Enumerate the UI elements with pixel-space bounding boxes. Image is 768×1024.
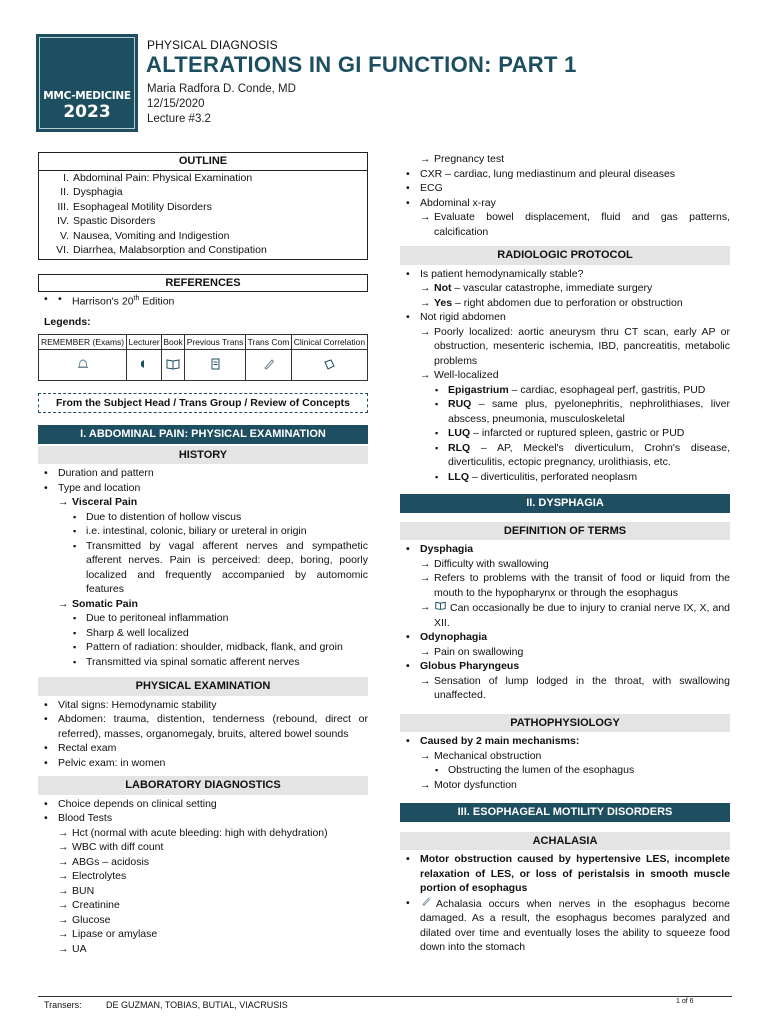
list-item: → Refers to problems with the transit of food or liquid from the mouth to the hypopharynx or through the esophagus	[400, 571, 730, 600]
legend-previous-trans: Previous Trans	[185, 334, 246, 349]
list-item: ▪ Sharp & well localized	[38, 626, 368, 641]
footer-transers: DE GUZMAN, TOBIAS, BUTIAL, VIACRUSIS	[106, 1000, 288, 1010]
speaker-icon	[137, 357, 151, 371]
list-item: → ABGs – acidosis	[38, 855, 368, 870]
list-item: • Not rigid abdomen	[400, 310, 730, 325]
list-item: • ECG	[400, 181, 730, 196]
list-item: • Motor obstruction caused by hypertensive LES, incomplete relaxation of LES, or loss of peristalsis in smooth muscle portion of esophagus	[400, 852, 730, 896]
bell-icon	[76, 357, 90, 371]
book-icon	[165, 357, 181, 371]
note-icon	[322, 357, 336, 371]
legend-clinical-correlation: Clinical Correlation	[291, 334, 367, 349]
list-item: • Pelvic exam: in women	[38, 756, 368, 771]
list-item: → Sensation of lump lodged in the throat, with swallowing unaffected.	[400, 674, 730, 703]
history-heading: HISTORY	[38, 446, 368, 465]
list-item: ▪ RLQ – AP, Meckel's diverticulum, Crohn's disease, diverticulitis, ectopic pregnancy, urolithiasis, etc.	[400, 441, 730, 470]
list-item: → Pain on swallowing	[400, 645, 730, 660]
list-item: • Caused by 2 main mechanisms:	[400, 734, 730, 749]
list-item: • Odynophagia	[400, 630, 730, 645]
list-item: → WBC with diff count	[38, 840, 368, 855]
list-item: • Globus Pharyngeus	[400, 659, 730, 674]
list-item: ▪ LLQ – diverticulitis, perforated neoplasm	[400, 470, 730, 485]
outline-item: IV. Spastic Disorders	[57, 215, 156, 227]
list-item: → Difficulty with swallowing	[400, 557, 730, 572]
list-item: ▪ LUQ – infarcted or ruptured spleen, gastric or PUD	[400, 426, 730, 441]
list-item: • CXR – cardiac, lung mediastinum and pleural diseases	[400, 167, 730, 182]
right-column	[400, 152, 730, 955]
list-item: → Hct (normal with acute bleeding: high with dehydration)	[38, 826, 368, 841]
list-item: • Achalasia occurs when nerves in the esophagus become damaged. As a result, the esophagus becomes paralyzed and dilated over time and eventually loses the ability to squeeze food down into the stomach	[400, 896, 730, 955]
section-dysphagia: II. DYSPHAGIA	[400, 494, 730, 513]
document-stack-icon	[208, 357, 222, 371]
list-item: ▪ Pattern of radiation: shoulder, midback, flank, and groin	[38, 640, 368, 655]
list-item: ▪ Epigastrium – cardiac, esophageal perf, gastritis, PUD	[400, 383, 730, 398]
list-item: • Rectal exam	[38, 741, 368, 756]
radiologic-protocol-heading: RADIOLOGIC PROTOCOL	[400, 246, 730, 265]
list-item: → Well-localized	[400, 368, 730, 383]
list-item: • Duration and pattern	[38, 466, 368, 481]
legend-remember: REMEMBER (Exams)	[39, 334, 127, 349]
left-column	[38, 152, 368, 956]
list-item: → Creatinine	[38, 898, 368, 913]
legend-table	[38, 334, 368, 381]
list-item: → Not – vascular catastrophe, immediate surgery	[400, 281, 730, 296]
list-item: ▪ i.e. intestinal, colonic, biliary or ureteral in origin	[38, 524, 368, 539]
references-title: REFERENCES	[39, 275, 367, 293]
outline-item: III. Esophageal Motility Disorders	[57, 200, 212, 213]
legend-trans-com: Trans Com	[246, 334, 292, 349]
list-item: → Visceral Pain	[38, 495, 368, 510]
section-abdominal-pain: I. ABDOMINAL PAIN: PHYSICAL EXAMINATION	[38, 425, 368, 444]
list-item: • Type and location	[38, 481, 368, 496]
legend-lecturer: Lecturer	[127, 334, 162, 349]
achalasia-heading: ACHALASIA	[400, 832, 730, 851]
list-item: → Motor dysfunction	[400, 778, 730, 793]
outline-item: VI. Diarrhea, Malabsorption and Constipation	[56, 244, 267, 256]
list-item: ▪ RUQ – same plus, pyelonephritis, nephrolithiases, liver abscess, pneumonia, musculoskeletal	[400, 397, 730, 426]
references-box	[38, 274, 368, 293]
lecture-number: Lecture #3.2	[147, 113, 211, 125]
physical-exam-heading: PHYSICAL EXAMINATION	[38, 677, 368, 696]
pathophysiology-heading: PATHOPHYSIOLOGY	[400, 714, 730, 733]
author: Maria Radfora D. Conde, MD	[147, 83, 296, 95]
outline-item: II. Dysphagia	[60, 186, 123, 198]
logo-line1: MMC-MEDICINE	[43, 90, 131, 102]
outline-title: OUTLINE	[39, 153, 367, 171]
list-item: → Glucose	[38, 913, 368, 928]
page-title: ALTERATIONS IN GI FUNCTION: PART 1	[146, 52, 577, 77]
legends-label: Legends:	[44, 316, 91, 328]
footer-label: Transers:	[44, 1000, 82, 1010]
subject-head-note: From the Subject Head / Trans Group / Review of Concepts	[38, 393, 368, 414]
pencil-icon	[262, 357, 276, 371]
section-esophageal-motility: III. ESOPHAGEAL MOTILITY DISORDERS	[400, 803, 730, 822]
list-item: → Evaluate bowel displacement, fluid and gas patterns, calcification	[400, 210, 730, 239]
definition-heading: DEFINITION OF TERMS	[400, 522, 730, 541]
list-item: ▪ Transmitted by vagal afferent nerves and sympathetic afferent nerves. Pain is perceived: deep, boring, poorly localized and frequently accompanied by automomic features	[38, 539, 368, 597]
list-item: → Pregnancy test	[400, 152, 730, 167]
list-item: ▪ Due to distention of hollow viscus	[38, 510, 368, 525]
list-item: • Dysphagia	[400, 542, 730, 557]
list-item: → Lipase or amylase	[38, 927, 368, 942]
reference-item: • • Harrison's 20th Edition	[38, 292, 368, 309]
page-number: 1 of 6	[676, 998, 694, 1005]
list-item: → Can occasionally be due to injury to cranial nerve IX, X, and XII.	[400, 600, 730, 630]
list-item: → Poorly localized: aortic aneurysm thru CT scan, early AP or obstruction, mesenteric ischemia, IBD, pancreatitis, metabolic problems	[400, 325, 730, 369]
footer-divider	[38, 996, 732, 997]
list-item: • Blood Tests	[38, 811, 368, 826]
list-item: → UA	[38, 942, 368, 957]
list-item: • Abdomen: trauma, distention, tenderness (rebound, direct or referred), masses, organomegaly, bruits, altered bowel sounds	[38, 712, 368, 741]
list-item: ▪ Obstructing the lumen of the esophagus	[400, 763, 730, 778]
mmc-medicine-logo	[36, 34, 138, 132]
list-item: → Somatic Pain	[38, 597, 368, 612]
list-item: → Electrolytes	[38, 869, 368, 884]
course-name: PHYSICAL DIAGNOSIS	[147, 38, 278, 52]
outline-box	[38, 152, 368, 260]
list-item: ▪ Due to peritoneal inflammation	[38, 611, 368, 626]
logo-year: 2023	[63, 102, 111, 122]
list-item: ▪ Transmitted via spinal somatic afferent nerves	[38, 655, 368, 670]
pencil-icon	[420, 896, 436, 912]
outline-item: I. Abdominal Pain: Physical Examination	[63, 171, 253, 184]
legend-book: Book	[162, 334, 185, 349]
list-item: → Mechanical obstruction	[400, 749, 730, 764]
list-item: • Abdominal x-ray	[400, 196, 730, 211]
list-item: → Yes – right abdomen due to perforation or obstruction	[400, 296, 730, 311]
lecture-date: 12/15/2020	[147, 98, 205, 110]
list-item: • Vital signs: Hemodynamic stability	[38, 698, 368, 713]
list-item: → BUN	[38, 884, 368, 899]
outline-item: V. Nausea, Vomiting and Indigestion	[60, 229, 230, 242]
lab-diagnostics-heading: LABORATORY DIAGNOSTICS	[38, 776, 368, 795]
list-item: • Is patient hemodynamically stable?	[400, 267, 730, 282]
book-icon	[434, 600, 450, 616]
list-item: • Choice depends on clinical setting	[38, 797, 368, 812]
